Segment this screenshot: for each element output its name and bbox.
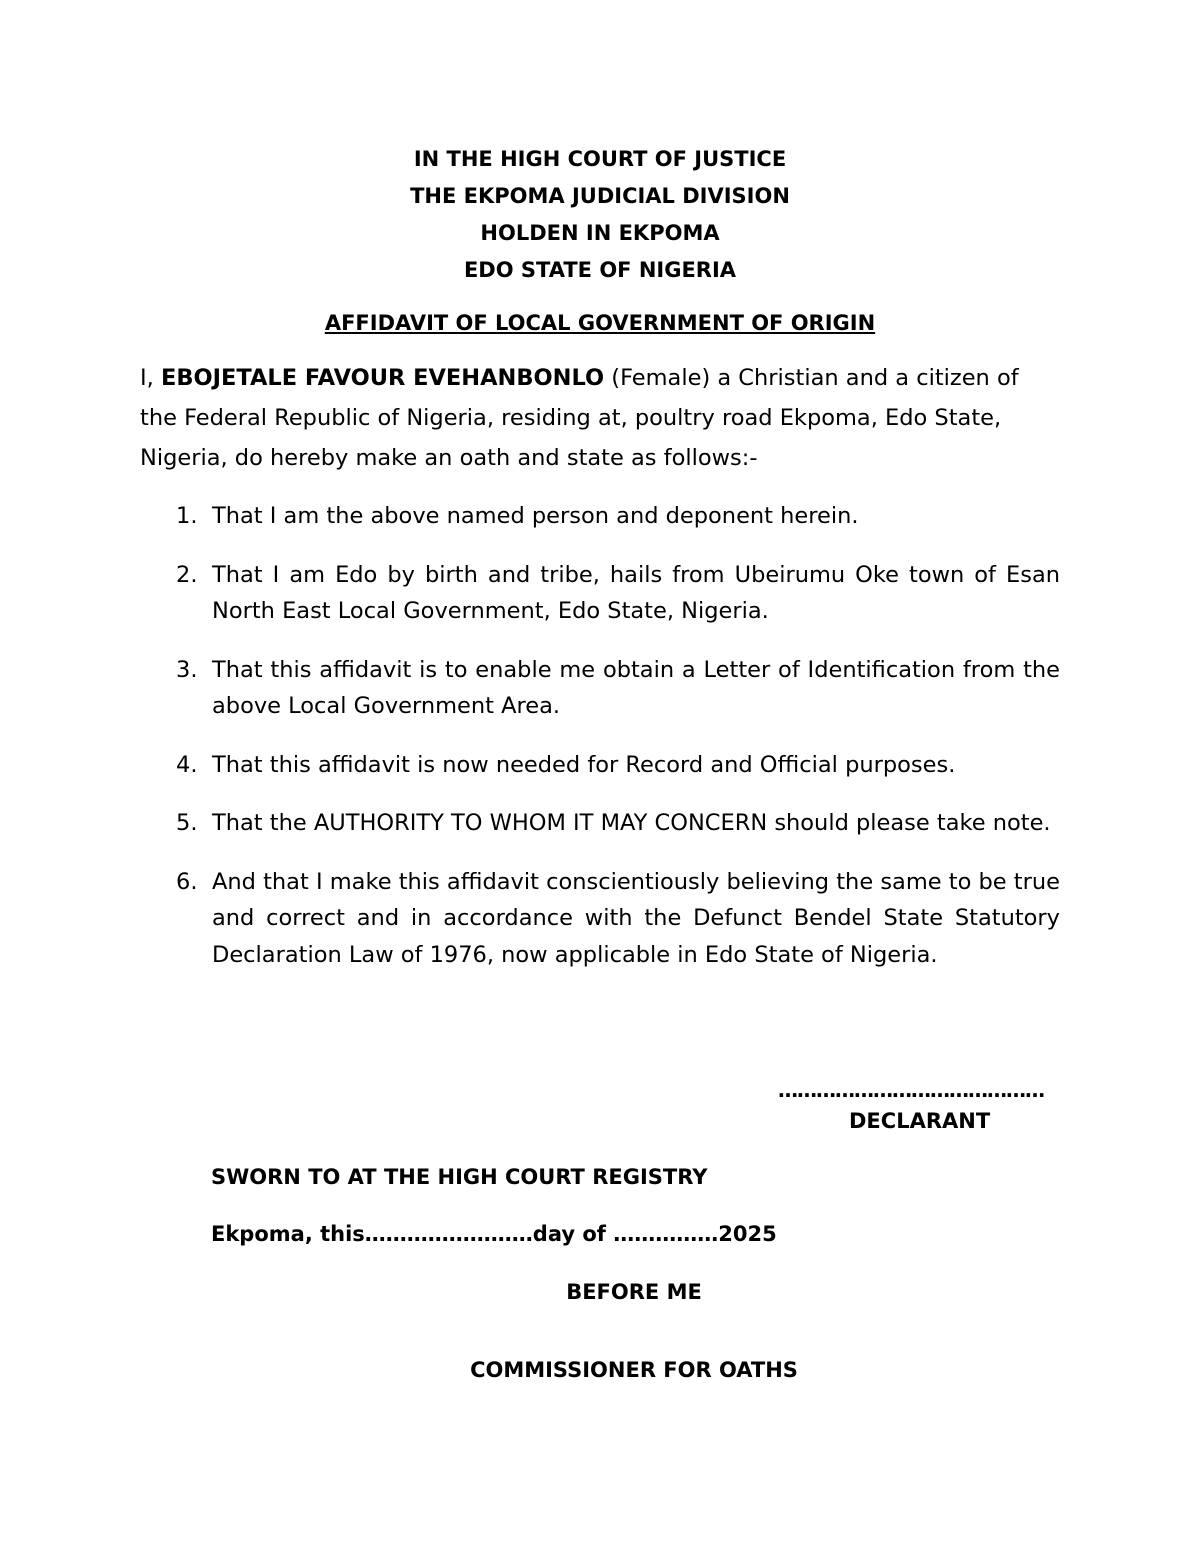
heading-line-2: THE EKPOMA JUDICIAL DIVISION	[410, 184, 790, 208]
document-title: AFFIDAVIT OF LOCAL GOVERNMENT OF ORIGIN	[324, 311, 876, 335]
intro-prefix: I,	[140, 365, 161, 391]
statements-list	[140, 498, 1060, 995]
statement-number: 3.	[176, 656, 198, 683]
statement-number: 1.	[176, 503, 198, 529]
statement-number: 6.	[176, 868, 198, 895]
statement-text: That this affidavit is now needed for Record and Official purposes.	[212, 751, 956, 778]
before-me-label: BEFORE ME	[566, 1280, 702, 1304]
statement-item	[140, 498, 1060, 535]
court-heading	[0, 141, 1200, 289]
heading-line-4: EDO STATE OF NIGERIA	[463, 258, 737, 282]
statement-text: That I am Edo by birth and tribe, hails from Ubeirumu Oke town of Esan North East Local Government, Edo State, Nigeria.	[212, 561, 1060, 624]
statement-item	[140, 652, 1060, 725]
statement-item	[140, 864, 1060, 974]
statement-text: That I am the above named person and deponent herein.	[212, 503, 859, 529]
heading-line-3: HOLDEN IN EKPOMA	[480, 221, 720, 245]
statement-number: 2.	[176, 561, 198, 588]
statement-text: That this affidavit is to enable me obtain a Letter of Identification from the above Local Government Area.	[212, 656, 1060, 719]
sworn-statement: SWORN TO AT THE HIGH COURT REGISTRY	[211, 1165, 708, 1189]
statement-item	[140, 557, 1060, 630]
date-line: Ekpoma, this……………………day of ……………2025	[211, 1222, 777, 1246]
statement-text: That the AUTHORITY TO WHOM IT MAY CONCERN should please take note.	[212, 810, 1051, 836]
signature-line: ……………………………………	[778, 1078, 1044, 1102]
statement-number: 5.	[176, 810, 198, 836]
deponent-name: EBOJETALE FAVOUR EVEHANBONLO	[160, 365, 605, 391]
commissioner-label: COMMISSIONER FOR OATHS	[470, 1358, 798, 1382]
statement-item	[140, 747, 1060, 784]
statement-item	[140, 805, 1060, 842]
statement-text: And that I make this affidavit conscientiously believing the same to be true and correct and in accordance with the Defunct Bendel State Statutory Declaration Law of 1976, now applicable in Edo State of Nigeria.	[212, 868, 1060, 968]
declarant-label: DECLARANT	[849, 1109, 991, 1133]
intro-text: (Female) a Christian and a citizen of the Federal Republic of Nigeria, residing at, poultry road Ekpoma, Edo State, Nigeria, do hereby make an oath and state as follows:-	[140, 365, 1019, 471]
statement-number: 4.	[176, 751, 198, 778]
intro-paragraph	[140, 358, 1060, 478]
heading-line-1: IN THE HIGH COURT OF JUSTICE	[413, 147, 787, 171]
